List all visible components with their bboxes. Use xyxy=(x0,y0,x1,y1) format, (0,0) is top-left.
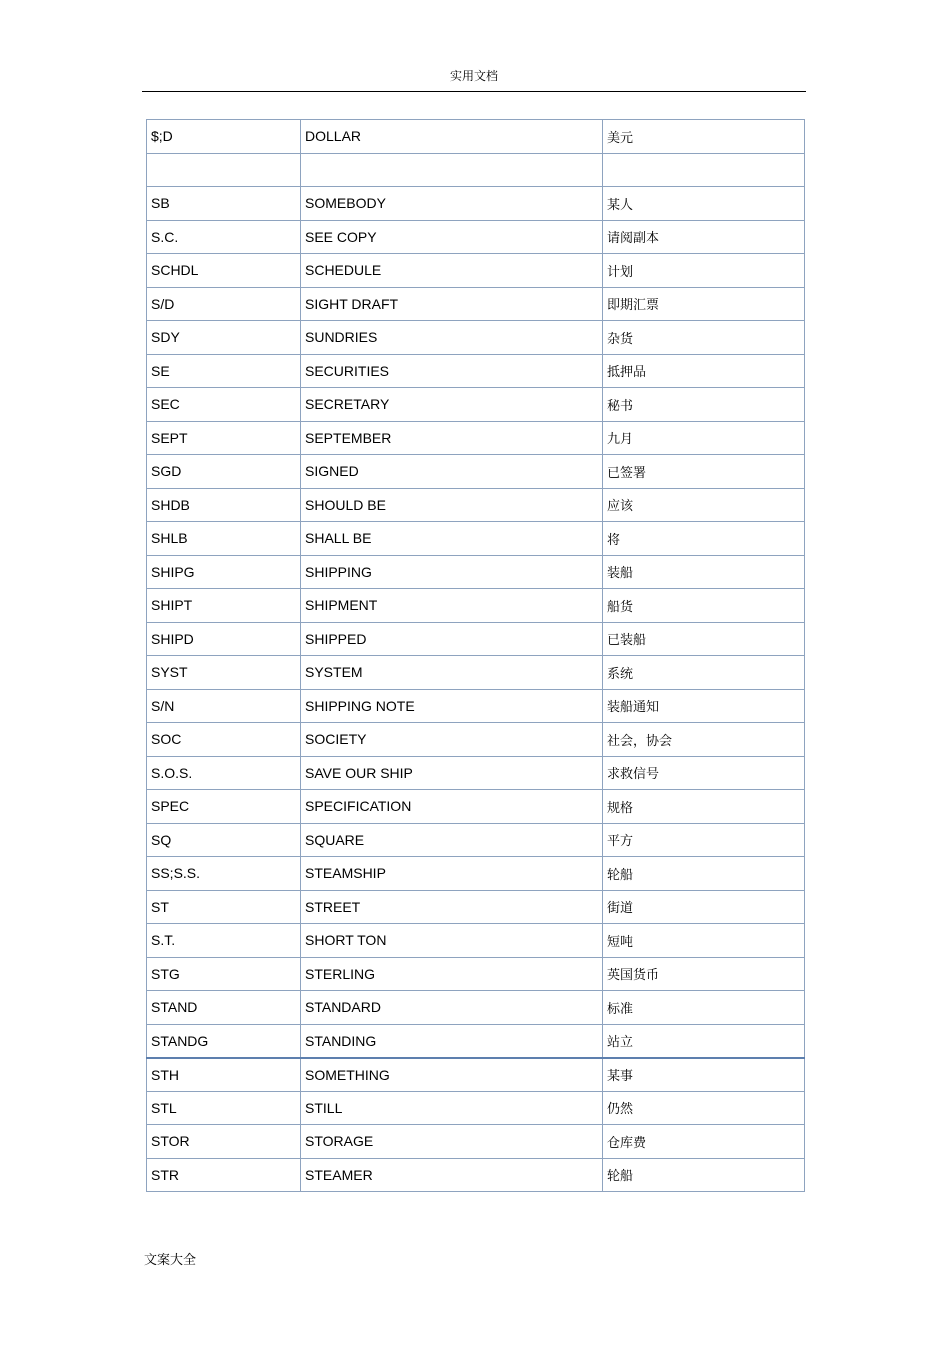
full-term-cell: SHIPMENT xyxy=(301,589,603,623)
chinese-meaning-cell: 九月 xyxy=(603,421,805,455)
full-term-cell: STEAMER xyxy=(301,1158,603,1192)
abbreviation-cell: S/N xyxy=(147,689,301,723)
chinese-meaning-cell: 抵押品 xyxy=(603,354,805,388)
abbreviation-cell: S.C. xyxy=(147,220,301,254)
full-term-cell: STERLING xyxy=(301,957,603,991)
chinese-meaning-cell: 秘书 xyxy=(603,388,805,422)
chinese-meaning-cell: 某人 xyxy=(603,187,805,221)
table-row xyxy=(147,756,805,790)
abbreviation-cell: STL xyxy=(147,1091,301,1125)
table-row xyxy=(147,1024,805,1058)
full-term-cell: SCHEDULE xyxy=(301,254,603,288)
table-row xyxy=(147,388,805,422)
abbreviation-cell: $;D xyxy=(147,120,301,154)
abbreviation-cell: S.O.S. xyxy=(147,756,301,790)
table-row xyxy=(147,287,805,321)
chinese-meaning-cell: 仓库费 xyxy=(603,1125,805,1159)
chinese-meaning-cell: 短吨 xyxy=(603,924,805,958)
table-row xyxy=(147,723,805,757)
abbreviation-cell: SCHDL xyxy=(147,254,301,288)
full-term-cell: SQUARE xyxy=(301,823,603,857)
chinese-meaning-cell: 平方 xyxy=(603,823,805,857)
table-row xyxy=(147,656,805,690)
chinese-meaning-cell: 轮船 xyxy=(603,857,805,891)
abbreviation-table-body xyxy=(147,120,805,1192)
abbreviation-cell: STR xyxy=(147,1158,301,1192)
full-term-cell: SHIPPING xyxy=(301,555,603,589)
chinese-meaning-cell: 街道 xyxy=(603,890,805,924)
full-term-cell: STILL xyxy=(301,1091,603,1125)
abbreviation-cell: SHIPT xyxy=(147,589,301,623)
chinese-meaning-cell: 已装船 xyxy=(603,622,805,656)
table-row xyxy=(147,991,805,1025)
chinese-meaning-cell: 请阅副本 xyxy=(603,220,805,254)
chinese-meaning-cell: 系统 xyxy=(603,656,805,690)
abbreviation-cell: S/D xyxy=(147,287,301,321)
chinese-meaning-cell: 美元 xyxy=(603,120,805,154)
chinese-meaning-cell xyxy=(603,153,805,187)
table-row xyxy=(147,220,805,254)
table-row xyxy=(147,1091,805,1125)
page-footer-text: 文案大全 xyxy=(144,1253,197,1268)
full-term-cell: SOMEBODY xyxy=(301,187,603,221)
chinese-meaning-cell: 轮船 xyxy=(603,1158,805,1192)
chinese-meaning-cell: 装船通知 xyxy=(603,689,805,723)
table-row xyxy=(147,924,805,958)
abbreviation-table xyxy=(146,119,805,1192)
chinese-meaning-cell: 英国货币 xyxy=(603,957,805,991)
table-row xyxy=(147,354,805,388)
table-row xyxy=(147,421,805,455)
chinese-meaning-cell: 装船 xyxy=(603,555,805,589)
table-row xyxy=(147,120,805,154)
abbreviation-cell: STANDG xyxy=(147,1024,301,1058)
table-row xyxy=(147,254,805,288)
table-row xyxy=(147,823,805,857)
abbreviation-cell: STG xyxy=(147,957,301,991)
chinese-meaning-cell: 计划 xyxy=(603,254,805,288)
full-term-cell: STREET xyxy=(301,890,603,924)
full-term-cell: SHALL BE xyxy=(301,522,603,556)
abbreviation-cell: SE xyxy=(147,354,301,388)
full-term-cell: STEAMSHIP xyxy=(301,857,603,891)
abbreviation-cell: SGD xyxy=(147,455,301,489)
abbreviation-cell: SB xyxy=(147,187,301,221)
abbreviation-cell xyxy=(147,153,301,187)
full-term-cell: SEE COPY xyxy=(301,220,603,254)
page-header-title: 实用文档 xyxy=(449,69,498,83)
chinese-meaning-cell: 求救信号 xyxy=(603,756,805,790)
table-row xyxy=(147,957,805,991)
abbreviation-cell: SEPT xyxy=(147,421,301,455)
full-term-cell: SAVE OUR SHIP xyxy=(301,756,603,790)
chinese-meaning-cell: 仍然 xyxy=(603,1091,805,1125)
chinese-meaning-cell: 规格 xyxy=(603,790,805,824)
table-row xyxy=(147,321,805,355)
chinese-meaning-cell: 已签署 xyxy=(603,455,805,489)
header-rule xyxy=(142,91,806,92)
full-term-cell: SHIPPED xyxy=(301,622,603,656)
table-row xyxy=(147,790,805,824)
full-term-cell: STANDARD xyxy=(301,991,603,1025)
chinese-meaning-cell: 应该 xyxy=(603,488,805,522)
abbreviation-cell: SHIPD xyxy=(147,622,301,656)
abbreviation-cell: SQ xyxy=(147,823,301,857)
full-term-cell: SHORT TON xyxy=(301,924,603,958)
abbreviation-cell: S.T. xyxy=(147,924,301,958)
table-row xyxy=(147,1058,805,1092)
full-term-cell: SECURITIES xyxy=(301,354,603,388)
full-term-cell: SIGHT DRAFT xyxy=(301,287,603,321)
table-row xyxy=(147,622,805,656)
table-row xyxy=(147,153,805,187)
full-term-cell: SUNDRIES xyxy=(301,321,603,355)
table-row xyxy=(147,1158,805,1192)
abbreviation-cell: STOR xyxy=(147,1125,301,1159)
full-term-cell: SHIPPING NOTE xyxy=(301,689,603,723)
full-term-cell: SOCIETY xyxy=(301,723,603,757)
abbreviation-cell: SOC xyxy=(147,723,301,757)
full-term-cell: SHOULD BE xyxy=(301,488,603,522)
table-row xyxy=(147,589,805,623)
full-term-cell: SYSTEM xyxy=(301,656,603,690)
table-row xyxy=(147,1125,805,1159)
abbreviation-cell: SYST xyxy=(147,656,301,690)
table-row xyxy=(147,187,805,221)
abbreviation-cell: ST xyxy=(147,890,301,924)
full-term-cell: SECRETARY xyxy=(301,388,603,422)
full-term-cell: SPECIFICATION xyxy=(301,790,603,824)
abbreviation-cell: SDY xyxy=(147,321,301,355)
full-term-cell xyxy=(301,153,603,187)
table-row xyxy=(147,522,805,556)
table-row xyxy=(147,455,805,489)
full-term-cell: STORAGE xyxy=(301,1125,603,1159)
abbreviation-cell: SHDB xyxy=(147,488,301,522)
chinese-meaning-cell: 船货 xyxy=(603,589,805,623)
chinese-meaning-cell: 某事 xyxy=(603,1058,805,1092)
abbreviation-cell: SHIPG xyxy=(147,555,301,589)
table-row xyxy=(147,857,805,891)
table-row xyxy=(147,689,805,723)
chinese-meaning-cell: 标准 xyxy=(603,991,805,1025)
abbreviation-cell: SS;S.S. xyxy=(147,857,301,891)
chinese-meaning-cell: 杂货 xyxy=(603,321,805,355)
chinese-meaning-cell: 站立 xyxy=(603,1024,805,1058)
full-term-cell: DOLLAR xyxy=(301,120,603,154)
abbreviation-cell: STAND xyxy=(147,991,301,1025)
full-term-cell: SEPTEMBER xyxy=(301,421,603,455)
chinese-meaning-cell: 将 xyxy=(603,522,805,556)
abbreviation-cell: STH xyxy=(147,1058,301,1092)
table-row xyxy=(147,890,805,924)
abbreviation-cell: SPEC xyxy=(147,790,301,824)
abbreviation-cell: SHLB xyxy=(147,522,301,556)
abbreviation-cell: SEC xyxy=(147,388,301,422)
chinese-meaning-cell: 社会，协会 xyxy=(603,723,805,757)
table-row xyxy=(147,555,805,589)
full-term-cell: SIGNED xyxy=(301,455,603,489)
full-term-cell: SOMETHING xyxy=(301,1058,603,1092)
chinese-meaning-cell: 即期汇票 xyxy=(603,287,805,321)
full-term-cell: STANDING xyxy=(301,1024,603,1058)
table-row xyxy=(147,488,805,522)
